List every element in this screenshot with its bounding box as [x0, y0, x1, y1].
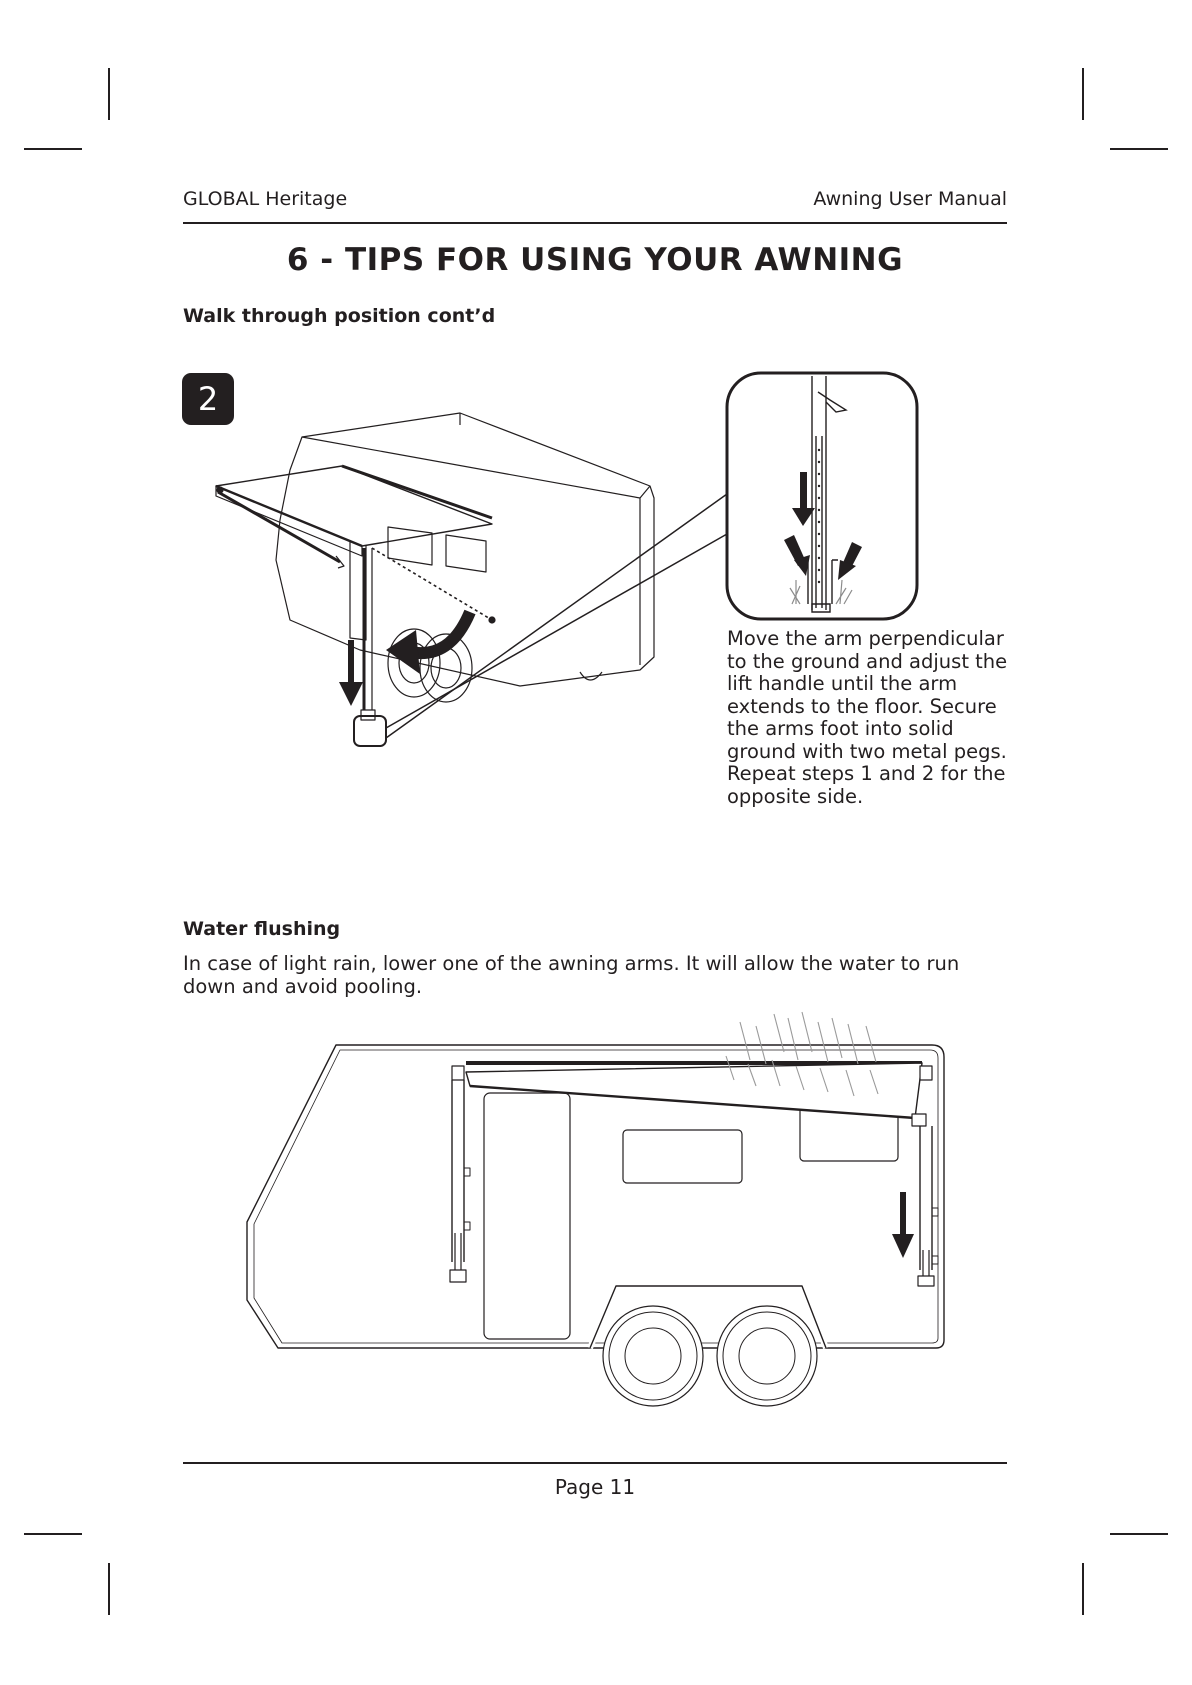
crop-mark-br-h: [1110, 1533, 1168, 1535]
step-2-instruction: Move the arm perpendicular to the ground and adjust the lift handle until the arm extends to the floor. Secure the arms foot into solid ground with two metal pegs. Repeat steps 1 and 2 for the opposite side.: [727, 627, 1008, 808]
page-number: Page 11: [554, 1475, 636, 1499]
water-flushing-text: In case of light rain, lower one of the awning arms. It will allow the water to run down and avoid pooling.: [183, 952, 960, 998]
crop-mark-br-v: [1082, 1563, 1084, 1615]
header-brand: GLOBAL Heritage: [183, 188, 348, 210]
header-manual-title: Awning User Manual: [813, 188, 1007, 210]
crop-mark-bl-v: [108, 1563, 110, 1615]
step-badge: 2: [182, 373, 234, 425]
section-title: 6 - TIPS FOR USING YOUR AWNING: [286, 242, 904, 278]
walk-through-heading: Walk through position cont’d: [183, 305, 496, 327]
crop-mark-bl-h: [24, 1533, 82, 1535]
footer-rule: [183, 1462, 1007, 1464]
water-flushing-heading: Water flushing: [183, 918, 341, 940]
